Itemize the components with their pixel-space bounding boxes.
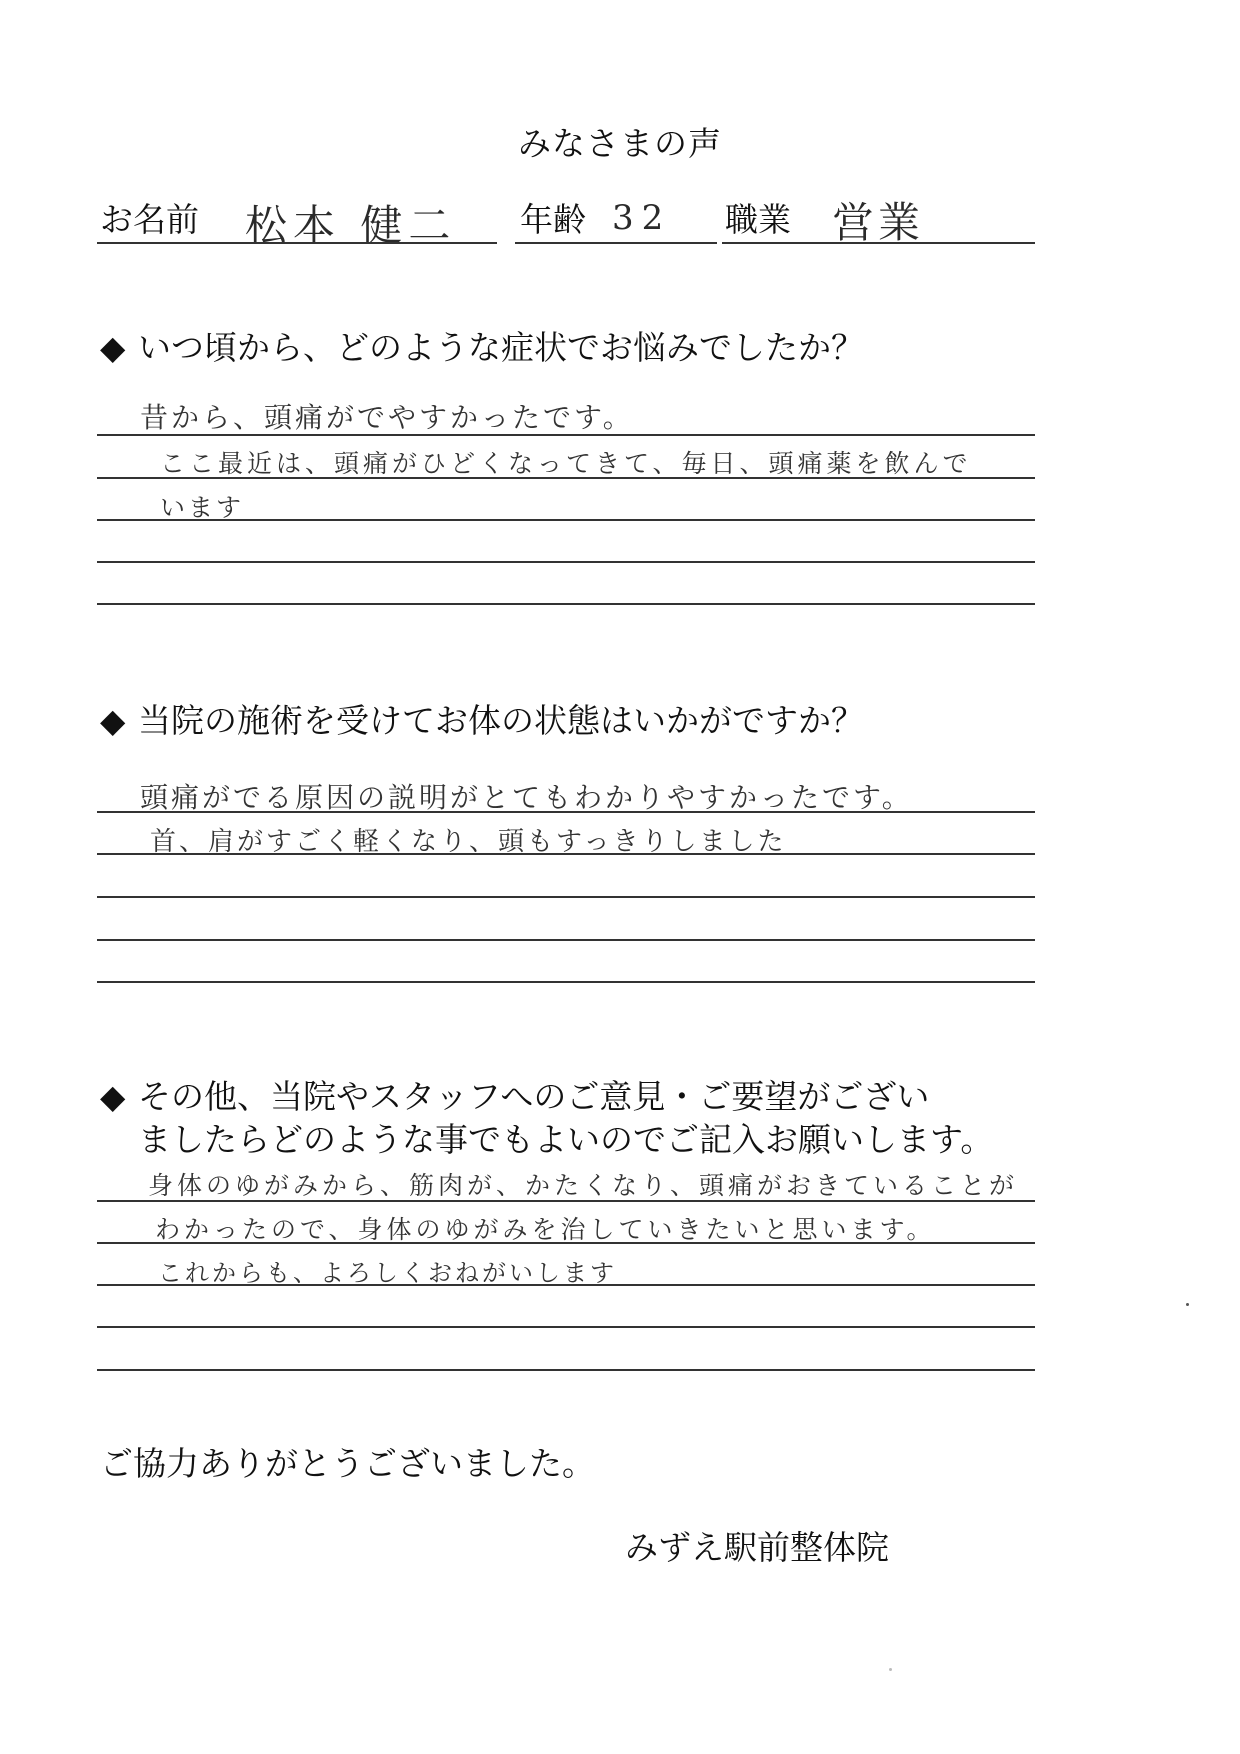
answer-1-rule-5 bbox=[97, 603, 1035, 605]
age-value: 32 bbox=[612, 198, 672, 238]
answer-3-rule-5 bbox=[97, 1369, 1035, 1371]
page-title: みなさまの声 bbox=[518, 124, 722, 163]
answer-2-rule-2 bbox=[97, 853, 1035, 855]
answer-3-line-1: 身体のゆがみから、筋肉が、かたくなり、頭痛がおきていることが bbox=[148, 1171, 1019, 1200]
age-rule bbox=[515, 242, 717, 244]
name-label: お名前 bbox=[100, 200, 199, 239]
answer-3-rule-3 bbox=[97, 1284, 1035, 1286]
question-2-text: 当院の施術を受けてお体の状態はいかがですか？ bbox=[138, 701, 864, 740]
job-rule bbox=[722, 242, 1035, 244]
diamond-bullet-icon: ◆ bbox=[100, 701, 126, 740]
answer-2-line-2: 首、肩がすごく軽くなり、頭もすっきりしました bbox=[150, 827, 787, 857]
answer-1-rule-4 bbox=[97, 561, 1035, 563]
answer-2-rule-3 bbox=[97, 896, 1035, 898]
answer-1-line-2: ここ最近は、頭痛がひどくなってきて、毎日、頭痛薬を飲んで bbox=[160, 449, 972, 478]
answer-2-rule-1 bbox=[97, 811, 1035, 813]
job-label: 職業 bbox=[725, 200, 791, 239]
answer-1-rule-2 bbox=[97, 477, 1035, 479]
answer-1-line-3: います bbox=[160, 493, 245, 522]
thanks-message: ご協力ありがとうございました。 bbox=[100, 1444, 595, 1483]
question-1 bbox=[100, 324, 864, 372]
diamond-bullet-icon: ◆ bbox=[100, 328, 126, 367]
clinic-name: みずえ駅前整体院 bbox=[625, 1528, 889, 1567]
question-3-text-2: ましたらどのような事でもよいのでご記入お願いします。 bbox=[138, 1120, 994, 1159]
scan-speck bbox=[889, 1668, 892, 1671]
scan-speck bbox=[1186, 1303, 1189, 1306]
question-3-line-2 bbox=[138, 1116, 993, 1164]
answer-1-line-1: 昔から、頭痛がでやすかったです。 bbox=[140, 401, 634, 434]
name-value: 松本 健二 bbox=[245, 201, 457, 250]
answer-3-rule-1 bbox=[97, 1200, 1035, 1202]
answer-2-rule-5 bbox=[97, 981, 1035, 983]
job-value: 営業 bbox=[832, 198, 925, 247]
answer-2-line-1: 頭痛がでる原因の説明がとてもわかりやすかったです。 bbox=[140, 781, 913, 814]
age-label: 年齢 bbox=[520, 200, 586, 239]
question-3-line-1 bbox=[100, 1073, 929, 1121]
question-3-text-1: その他、当院やスタッフへのご意見・ご要望がござい bbox=[138, 1077, 930, 1116]
question-2 bbox=[100, 697, 864, 745]
answer-3-rule-4 bbox=[97, 1326, 1035, 1328]
answer-1-rule-3 bbox=[97, 519, 1035, 521]
diamond-bullet-icon: ◆ bbox=[100, 1077, 126, 1116]
answer-3-rule-2 bbox=[97, 1242, 1035, 1244]
name-rule bbox=[97, 242, 497, 244]
answer-3-line-3: これからも、よろしくおねがいします bbox=[158, 1259, 617, 1287]
answer-3-line-2: わかったので、身体のゆがみを治していきたいと思います。 bbox=[155, 1215, 936, 1244]
answer-1-rule-1 bbox=[97, 434, 1035, 436]
answer-2-rule-4 bbox=[97, 939, 1035, 941]
question-1-text: いつ頃から、どのような症状でお悩みでしたか？ bbox=[138, 328, 864, 367]
